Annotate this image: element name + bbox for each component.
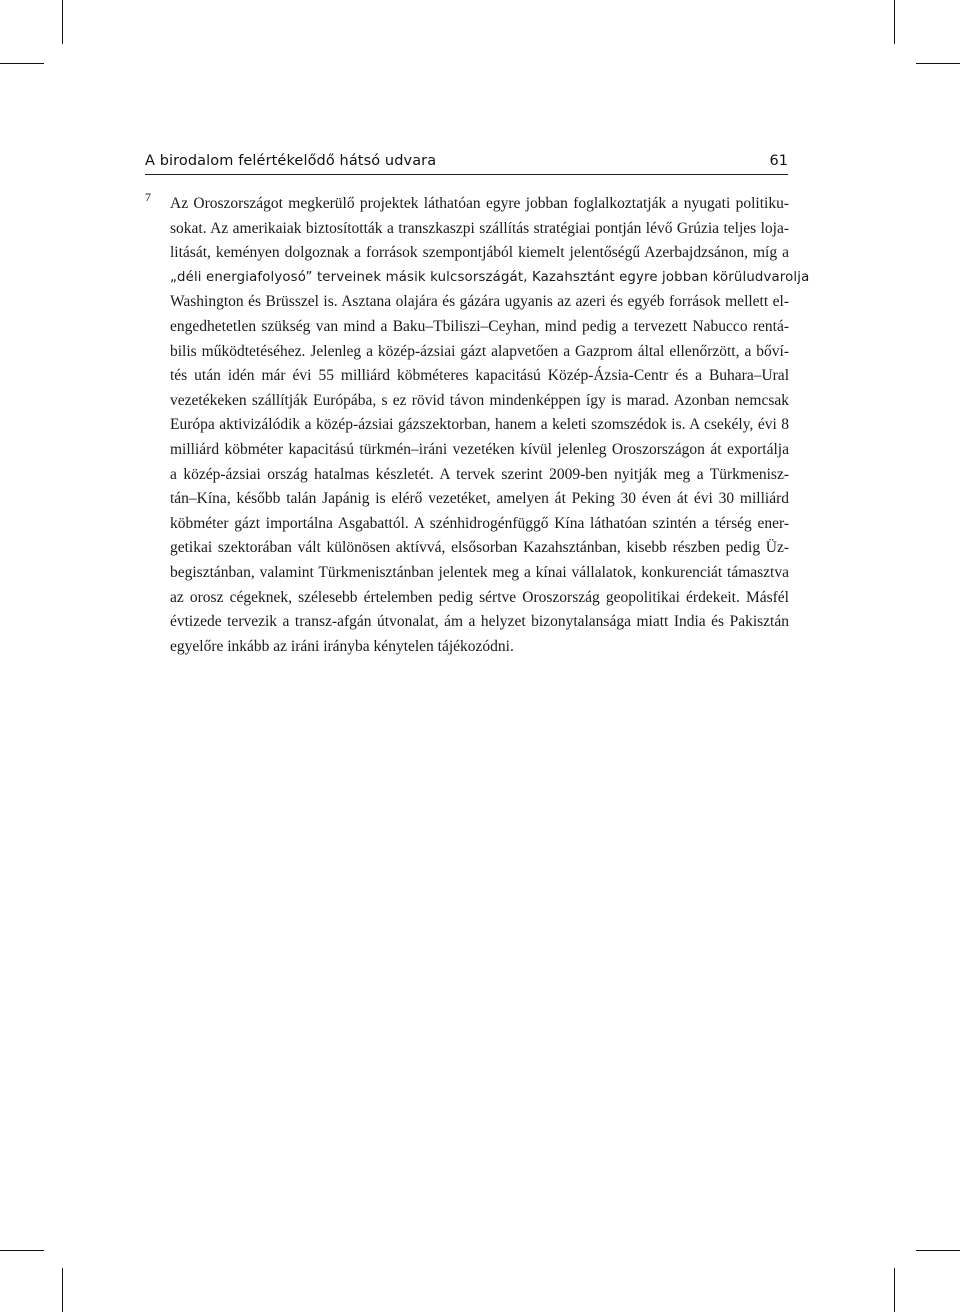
footnote-text bbox=[170, 192, 810, 659]
footnote-line: egyelőre inkább az iráni irányba kénytelen tájékozódni. bbox=[170, 637, 514, 655]
crop-mark-bottom-right-vertical bbox=[894, 1268, 895, 1312]
crop-mark-bottom-left-horizontal bbox=[0, 1250, 44, 1251]
footnote-line: Washington és Brüsszel is. Asztana olajára és gázára ugyanis az azeri és egyéb források mellett el- bbox=[170, 293, 789, 311]
footnote-number: 7 bbox=[145, 190, 151, 204]
running-header bbox=[145, 152, 788, 175]
footnote-line: sokat. Az amerikaiak biztosították a transzkaszpi szállítás stratégiai pontján lévő Grúzia teljes loja- bbox=[170, 219, 789, 237]
footnote-line: Az Oroszországot megkerülő projektek láthatóan egyre jobban foglalkoztatják a nyugati politiku- bbox=[170, 195, 789, 212]
footnote-line: tés után idén már évi 55 milliárd köbméteres kapacitású Közép-Ázsia-Centr és a Buhara–Ural bbox=[170, 367, 789, 385]
footnote-line: begisztánban, valamint Türkmenisztánban jelentek meg a kínai vállalatok, konkurenciát támasztva bbox=[170, 563, 789, 581]
footnote-line: vezetékeken szállítják Európába, s ez rövid távon mindenképpen így is marad. Azonban nemcsak bbox=[170, 391, 789, 409]
footnote-line: bilis működtetéséhez. Jelenleg a közép-ázsiai gázt alapvetően a Gazprom által ellenőrzött, a bőví- bbox=[170, 342, 789, 360]
footnote-line: litását, keményen dolgoznak a források szempontjából kiemelt jelentőségű Azerbajdzsánon, míg a bbox=[170, 244, 789, 262]
page-number: 61 bbox=[769, 153, 788, 169]
crop-mark-top-left-vertical bbox=[62, 0, 63, 44]
crop-mark-bottom-left-vertical bbox=[62, 1268, 63, 1312]
footnote-line: getikai szektorában vált különösen aktívvá, elsősorban Kazahsztánban, kisebb részben pedig Üz- bbox=[170, 539, 789, 557]
footnote-line: milliárd köbméter kapacitású türkmén–iráni vezetéken kívül jelenleg Oroszországon át exportálja bbox=[170, 440, 789, 458]
footnote-line: engedhetetlen szükség van mind a Baku–Tbiliszi–Ceyhan, mind pedig a tervezett Nabucco rentá- bbox=[170, 317, 789, 335]
footnote-line: „déli energiafolyosó” terveinek másik kulcsországát, Kazahsztánt egyre jobban körüludvarolja bbox=[170, 269, 810, 285]
crop-mark-bottom-right-horizontal bbox=[916, 1250, 960, 1251]
footnote-line: köbméter gázt importálna Asgabattól. A szénhidrogénfüggő Kína láthatóan szintén a térség ener- bbox=[170, 514, 789, 532]
footnote-line: évtizede tervezik a transz-afgán útvonalat, ám a helyzet bizonytalansága miatt India és Pakisztán bbox=[170, 613, 789, 631]
running-title: A birodalom felértékelődő hátsó udvara bbox=[145, 153, 437, 169]
crop-mark-top-left-horizontal bbox=[0, 63, 44, 64]
crop-mark-top-right-horizontal bbox=[916, 63, 960, 64]
footnote-line: a közép-ázsiai ország hatalmas készletét. A tervek szerint 2009-ben nyitják meg a Türkmenisz- bbox=[170, 465, 789, 483]
footnote-line: az orosz cégeknek, szélesebb értelemben pedig sértve Oroszország geopolitikai érdekeit. Másfél bbox=[170, 588, 789, 606]
footnote-line: tán–Kína, később talán Japánig is elérő vezetéket, amelyen át Peking 30 éven át évi 30 milliárd bbox=[170, 490, 789, 508]
footnote-line: Európa aktivizálódik a közép-ázsiai gázszektorban, hanem a keleti szomszédok is. A csekély, évi 8 bbox=[170, 416, 789, 434]
crop-mark-top-right-vertical bbox=[894, 0, 895, 44]
